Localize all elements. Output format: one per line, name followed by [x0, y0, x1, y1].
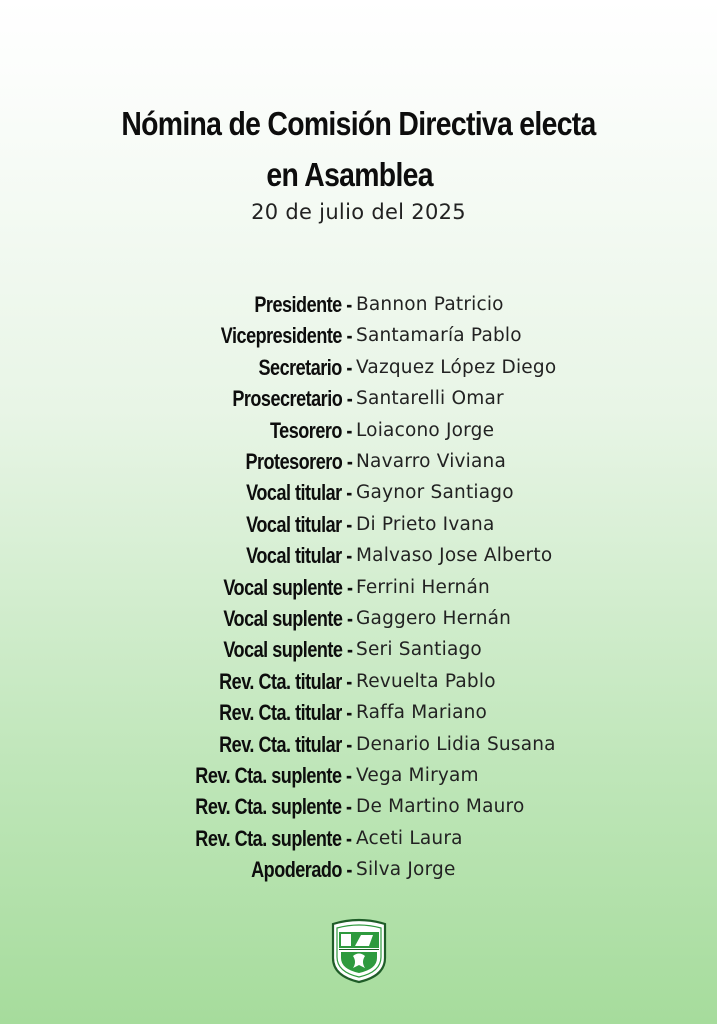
document-date: 20 de julio del 2025 [251, 200, 466, 224]
roster-name: Navarro Viviana [356, 451, 507, 472]
roster-name: Loiacono Jorge [356, 419, 495, 441]
roster-row [0, 478, 717, 509]
roster-role: Rev. Cta. suplente - [195, 763, 352, 788]
roster-row [0, 447, 717, 478]
roster-name: Seri Santiago [356, 639, 482, 661]
roster-name: Denario Lidia Susana [356, 733, 556, 755]
roster-name: Malvaso Jose Alberto [356, 545, 553, 567]
roster-row [0, 698, 717, 729]
document-title-line2 [48, 155, 665, 195]
roster-role: Rev. Cta. titular - [219, 731, 352, 757]
roster-role: Vicepresidente - [220, 323, 352, 349]
roster-name: Di Prieto Ivana [356, 513, 495, 535]
roster-name: Revuelta Pablo [356, 670, 496, 692]
roster-name: Bannon Patricio [356, 294, 504, 315]
roster-name: Ferrini Hernán [356, 576, 490, 598]
roster-role: Rev. Cta. suplente - [195, 794, 352, 820]
roster-role: Rev. Cta. titular - [219, 668, 352, 694]
roster-row [0, 384, 717, 415]
roster-role: Apoderado - [251, 857, 352, 883]
roster-name: Gaynor Santiago [356, 482, 514, 504]
roster-row [0, 321, 717, 352]
roster-role: Vocal titular - [246, 480, 352, 506]
roster-row [0, 353, 717, 384]
roster-role: Vocal titular - [246, 543, 352, 569]
roster-name: Vazquez López Diego [356, 356, 557, 378]
roster-name: Santarelli Omar [356, 388, 504, 410]
roster-role: Prosecretario - [232, 386, 352, 412]
roster-role: Rev. Cta. suplente - [195, 825, 352, 851]
roster-row [0, 730, 717, 761]
roster-name: Vega Miryam [356, 765, 479, 786]
roster-name: Silva Jorge [356, 859, 456, 881]
roster-name: De Martino Mauro [356, 796, 525, 818]
roster-name: Gaggero Hernán [356, 608, 512, 629]
roster-row [0, 604, 717, 635]
roster-role: Vocal titular - [246, 511, 352, 537]
roster-row [0, 824, 717, 855]
roster-name: Aceti Laura [356, 827, 463, 849]
roster-role: Vocal suplente - [222, 606, 352, 631]
document-title-line2-text: en Asamblea [266, 156, 433, 193]
roster-name: Raffa Mariano [356, 702, 488, 724]
roster-name: Santamaría Pablo [356, 325, 522, 347]
roster-role: Protesorero - [245, 449, 352, 474]
roster-row [0, 416, 717, 447]
roster-row [0, 290, 717, 321]
roster-role: Vocal suplente - [222, 574, 352, 600]
roster-role: Rev. Cta. titular - [219, 700, 352, 726]
roster-role: Tesorero - [270, 417, 352, 443]
roster-role: Presidente - [254, 292, 352, 317]
roster-role: Secretario - [258, 354, 352, 380]
roster-row [0, 510, 717, 541]
roster-row [0, 761, 717, 792]
club-crest-icon [329, 918, 389, 984]
roster-row [0, 635, 717, 666]
roster-role: Vocal suplente - [222, 637, 352, 663]
roster-row [0, 541, 717, 572]
roster-row [0, 667, 717, 698]
document-title-line1: Nómina de Comisión Directiva electa [121, 105, 596, 142]
roster-row [0, 855, 717, 886]
roster-row [0, 792, 717, 823]
roster-row [0, 573, 717, 604]
